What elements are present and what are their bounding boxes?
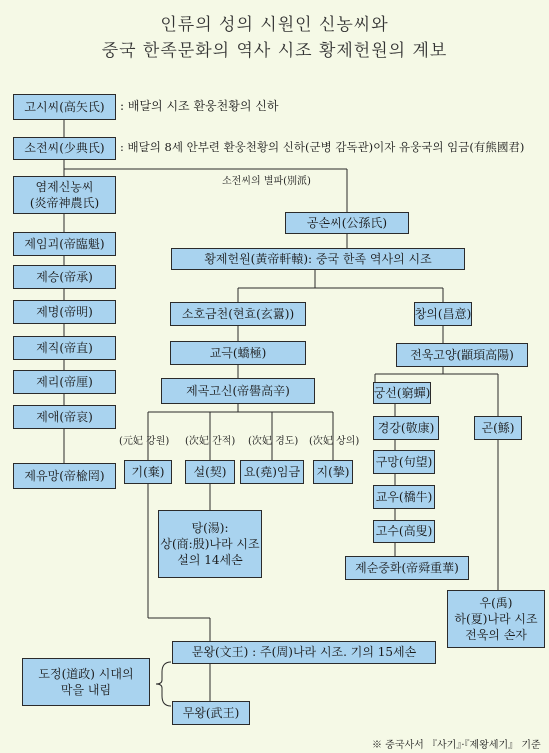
- node-jejik: 제직(帝直): [13, 336, 116, 360]
- node-changui: 창의(昌意): [414, 302, 472, 326]
- node-yo: 요(堯)임금: [240, 460, 304, 484]
- node-tang-line3: 설의 14세손: [177, 553, 243, 568]
- node-yeomje: [13, 176, 116, 214]
- footnote: ※ 중국사서 『사기』·『제왕세기』 기준: [372, 740, 541, 751]
- node-yeomje-line1: 염제신농씨: [35, 179, 94, 194]
- node-yeomje-line2: (炎帝神農氏): [29, 196, 100, 210]
- node-seol: 설(契): [185, 460, 235, 484]
- label-sojeon-branch: 소전씨의 별파(別派): [222, 176, 311, 187]
- node-u-line1: 우(禹): [479, 595, 513, 610]
- node-gongson: 공손씨(公孫氏): [285, 212, 409, 234]
- title-line-2: 중국 한족문화의 역사 시조 황제헌원의 계보: [101, 41, 448, 61]
- node-munwang: 문왕(文王) : 주(周)나라 시조. 기의 15세손: [172, 641, 436, 664]
- node-jemyeong: 제명(帝明): [13, 300, 116, 324]
- node-tang-line1: 탕(湯):: [191, 520, 229, 535]
- node-jeseung: 제승(帝承): [13, 265, 116, 289]
- node-jeimgoe: 제임괴(帝臨魁): [13, 232, 116, 256]
- node-gumang: 구망(句望): [373, 450, 435, 474]
- node-dojeong-line2: 막을 내림: [60, 683, 112, 697]
- node-hwangje: 황제헌원(黃帝軒轅): 중국 한족 역사의 시조: [171, 248, 465, 270]
- node-gyogeuk: 교극(蟜極): [170, 341, 306, 365]
- node-gungseon: 궁선(窮蟬): [373, 382, 431, 404]
- node-jeonuk: 전욱고양(顓頊高陽): [396, 343, 528, 367]
- node-dojeong: [22, 658, 150, 706]
- note-gosi: : 배달의 시조 환웅천황의 신하: [120, 99, 279, 113]
- node-jeri: 제리(帝厘): [13, 370, 116, 394]
- node-u-line3: 전욱의 손자: [465, 628, 527, 643]
- node-gyou: 교우(橋牛): [373, 485, 435, 509]
- node-ji: 지(摯): [313, 460, 353, 484]
- node-u-line2: 하(夏)나라 시조: [454, 611, 538, 626]
- node-muwang: 무왕(武王): [172, 701, 250, 725]
- node-gosi: 고시씨(高矢氏): [13, 94, 116, 120]
- node-u: [447, 590, 545, 648]
- node-tang: [158, 510, 262, 578]
- node-gosu: 고수(高叟): [373, 520, 435, 543]
- node-gi: 기(棄): [124, 460, 172, 484]
- label-wife-1: (元妃 강원): [119, 436, 170, 447]
- node-jeyumang: 제유망(帝楡罔): [13, 463, 116, 489]
- node-jeae: 제애(帝哀): [13, 405, 116, 429]
- label-wife-4: (次妃 상의): [309, 436, 360, 447]
- node-gon: 곤(鯀): [474, 416, 522, 440]
- node-sohogeumcheon: 소호금천(현효(玄囂)): [170, 302, 306, 326]
- node-gyeonggang: 경강(敬康): [373, 416, 439, 440]
- label-wife-2: (次妃 간적): [185, 436, 236, 447]
- note-sojeon: : 배달의 8세 안부련 환웅천황의 신하(군병 감독관)이자 유웅국의 임금(有熊國君): [120, 140, 525, 154]
- node-sojeon: 소전씨(少典氏): [13, 137, 116, 160]
- node-tang-line2: 상(商:殷)나라 시조: [160, 536, 260, 551]
- node-dojeong-line1: 도정(道政) 시대의: [38, 666, 134, 681]
- node-jesun: 제순중화(帝舜重華): [345, 556, 469, 580]
- label-wife-3: (次妃 경도): [248, 436, 299, 447]
- node-jegok: 제곡고신(帝嚳高辛): [161, 378, 315, 404]
- title-line-1: 인류의 성의 시원인 신농씨와: [160, 15, 389, 35]
